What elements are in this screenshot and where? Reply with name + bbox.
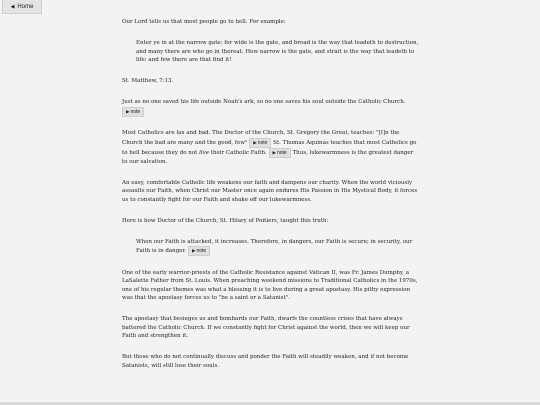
paragraph: One of the early warrior-priests of the Catholic Resistance against Vatican II, was Fr. James Dumphy, a LaSalette Father from St. Louis. When preaching weekend missions to Traditional Catholics in the 1970s, one of his regular themes was what a blessing it is to live during a great apostasy. His pithy expression was that the apostasy forces us to "be a saint or a Satanist". <box>122 269 418 301</box>
paragraph: Most Catholics are lax and bad. The Doctor of the Church, St. Gregory the Great, teaches: "[I]n the Church the bad are many and the good, few" ▶note St. Thomas Aquinas teaches that most Catholics go to hell because they do not live their Catholic Faith. ▶note Thus, lukewarmness is the greatest danger to our salvation. <box>122 130 417 165</box>
paragraph: Here is how Doctor of the Church, St. Hilary of Poitiers, taught this truth: <box>122 217 329 224</box>
note-button[interactable]: ▶note <box>269 148 291 158</box>
paragraph: But those who do not continually discuss and ponder the Faith will steadily weaken, and if not become Satanists, will still lose their souls. <box>122 354 409 369</box>
paragraph: The apostasy that besieges us and bombards our Faith, dwarfs the countless crises that have always battered the Catholic Church. If we constantly fight for Christ against the world, then we will keep our Faith and strengthen it. <box>122 316 410 339</box>
block-quote: When our Faith is attacked, it increases. Therefore, in dangers, our Faith is secure; in security, our Faith is in danger. ▶note <box>136 238 413 254</box>
article-body <box>122 18 420 383</box>
block-quote: Enter ye in at the narrow gate: for wide is the gate, and broad is the way that leadeth to destruction, and many there are who go in thereat. How narrow is the gate, and strait is the way that leadeth to life: and few there are that find it! <box>136 40 419 63</box>
note-button[interactable]: ▶note <box>122 107 144 117</box>
triangle-left-icon: ◀ <box>10 3 15 10</box>
note-button[interactable]: ▶note <box>249 138 271 148</box>
triangle-right-icon: ▶ <box>272 149 276 155</box>
note-button[interactable]: ▶note <box>188 246 210 256</box>
paragraph: Our Lord tells us that most people go to hell. For example: <box>122 19 286 25</box>
home-label: Home <box>17 3 34 10</box>
paragraph: Just as no one saved his life outside Noah's ark, so no one saves his soul outside the Catholic Church. ▶note <box>122 99 406 115</box>
triangle-right-icon: ▶ <box>253 139 257 145</box>
citation: St. Matthew, 7:13. <box>122 78 174 84</box>
home-button[interactable] <box>2 0 42 14</box>
triangle-right-icon: ▶ <box>192 248 196 253</box>
paragraph: An easy, comfortable Catholic life weakens our faith and dampens our charity. When the world viciously assaults our Faith, when Christ our Master once again endures His Passion in His Mystical Body, it forces us to constantly fight for our Faith and shake off our lukewarmness. <box>122 179 418 203</box>
triangle-right-icon: ▶ <box>126 108 130 114</box>
